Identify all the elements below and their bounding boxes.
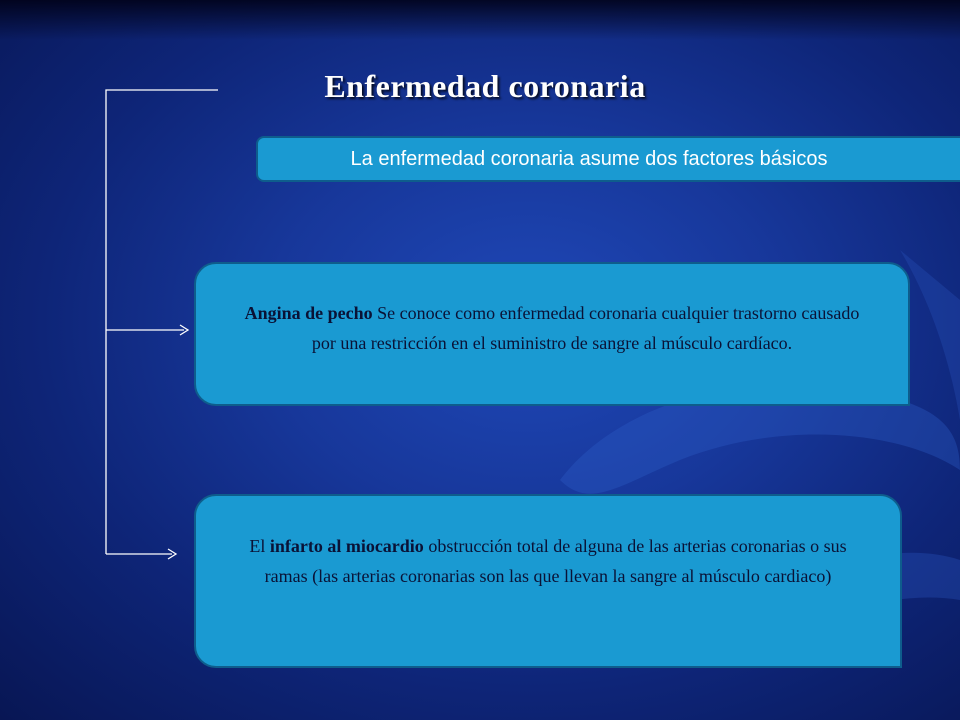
angina-box [194, 262, 910, 406]
subtitle-box [256, 136, 960, 182]
infarto-text: obstrucción total de alguna de las arterias coronarias o sus ramas (las arterias coronarias son las que llevan la sangre al músculo cardiaco) [264, 536, 847, 586]
subtitle-text: La enfermedad coronaria asume dos factores básicos [350, 147, 828, 170]
infarto-box [194, 494, 902, 668]
infarto-term: infarto al miocardio [269, 536, 424, 556]
angina-term: Angina de pecho [244, 303, 373, 323]
infarto-prefix: El [249, 536, 270, 556]
angina-text: Se conoce como enfermedad coronaria cualquier trastorno causado por una restricción en el suministro de sangre al músculo cardíaco. [311, 303, 860, 353]
slide-title: Enfermedad coronaria [324, 68, 646, 104]
angina-paragraph [236, 298, 868, 358]
infarto-paragraph [232, 531, 864, 591]
